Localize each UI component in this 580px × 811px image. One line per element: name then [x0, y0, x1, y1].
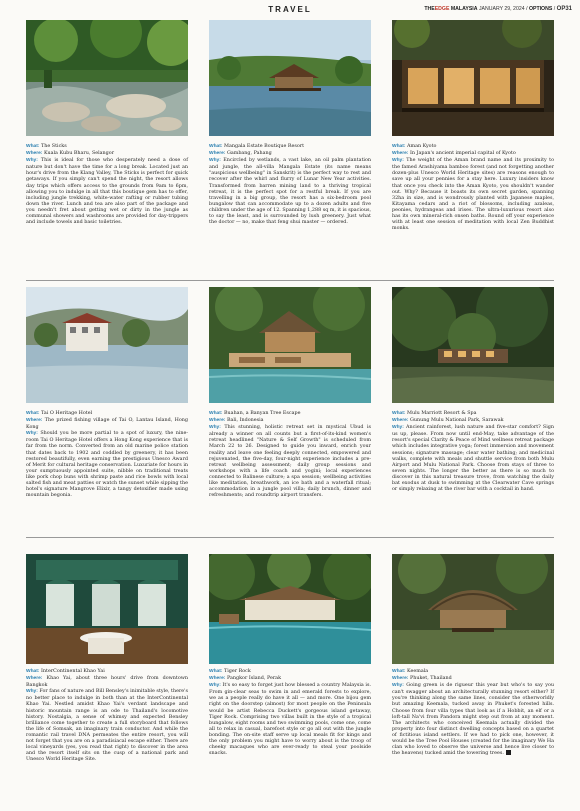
page-header: [0, 0, 580, 20]
issue-date: JANUARY 29, 2024: [478, 6, 525, 12]
photo-buahan-banyan-tree: [209, 287, 371, 403]
masthead: THEEDGE MALAYSIA JANUARY 29, 2024 / OPTIONS / OP31: [424, 6, 572, 12]
listing-location: Phuket, Thailand: [409, 675, 452, 682]
listing-name: Aman Kyoto: [407, 143, 437, 149]
listing-location: Pangkor Island, Perak: [226, 675, 282, 682]
photo-mangala-estate: [209, 20, 371, 136]
listing-description: Encircled by wetlands, a vast lake, an oil palm plantation and jungle, the all-villa Mangala Estate (its name means "auspicious wellbeing" in Sanskrit) is the perfect way to rest and recover after the whirl and flurry of Lunar New Year activities. Transformed from barren mining land to a thriving tropical retreat, it is the perfect spot for a restful break. If you are travelling in a big group, the resort has a six-bedroom pool bungalow that can accommodate up to a dozen adults and five children under the age of 12. Spanning 1,288 sq m, it is spacious, to say the least, and is surrounded by lush greenery. Just what the doctor — no, make that feng shui master — ordered.: [209, 157, 371, 226]
photo-keemala: [392, 554, 554, 664]
brand-logo: THEEDGE MALAYSIA: [424, 6, 478, 12]
what-label: What:: [392, 669, 406, 674]
what-label: What:: [392, 144, 406, 149]
what-label: What:: [26, 669, 40, 674]
where-label: Where:: [209, 418, 226, 424]
listing-text: [209, 143, 371, 225]
where-label: Where:: [26, 418, 43, 424]
where-label: Where:: [392, 418, 409, 424]
listing-description: The weight of the Aman brand name and its proximity to the famed Arashiyama bamboo forest (and not forgetting another dozen-plus Unesco World Heritage sites) are reasons enough to save up all your pennies for a stay here. Luxury insiders know that once you check into the Aman Kyoto, you shouldn't wander out. Why? Because it boasts its own secret garden, spanning 32ha in size, and is wondrously planted with Japanese maples, Kitayama cedars and a riot of blossoms, including azaleas, peonies, hydrangeas and irises. The ultra-luxurious resort also has its own mineral-rich onsen baths. Round off your experience with at least one session of meditation with local Zen Buddhist monks.: [392, 157, 554, 232]
what-label: What:: [209, 669, 223, 674]
listing-text: [392, 668, 554, 756]
listing-text: [26, 668, 188, 762]
photo-intercontinental-khao-yai: [26, 554, 188, 664]
listing-text: [392, 410, 554, 492]
row-divider: [26, 280, 554, 281]
what-label: What:: [26, 144, 40, 149]
listing-name: Mulu Marriott Resort & Spa: [407, 410, 477, 416]
listing-name: Tiger Rock: [224, 668, 251, 674]
what-label: What:: [392, 411, 406, 416]
listing-description: This is ideal for those who desperately need a dose of nature but don't have the time for a long break. Located just an hour's drive from the Klang Valley, The Sticks is perfect for quick getaways. If you simply can't spend the night, the resort allows day trips which offers access to the grounds from 9am to 6pm, allowing you to indulge in all that this boutique gem has to offer, including jungle trekking, white-water rafting or rubber tubing down the river. Lunch and tea are also part of the package and you needn't fret about getting wet or dirty in the jungle as communal showers and washrooms are provided for day-trippers and include towels and basic toiletries.: [26, 157, 189, 226]
where-label: Where:: [209, 151, 226, 157]
photo-mulu-marriott: [392, 287, 554, 403]
listing-text: [26, 143, 188, 225]
listing-location: Bali, Indonesia: [226, 417, 264, 424]
why-label: Why:: [26, 158, 38, 164]
where-label: Where:: [209, 676, 226, 682]
why-label: Why:: [392, 683, 404, 689]
listing-description: It's so easy to forget just how blessed a country Malaysia is. From gin-clear seas to swim in and emerald forests to explore, we as a people really do have it all — and more. One bijou gem right on the doorstep (almost) for most people on the Peninsula would be artist Rebecca Duckett's gorgeous island getaway, Tiger Rock. Comprising two villas built in the style of a tropical bungalow, eight rooms and two swimming pools, come one, come all to relax in casual, barefoot style or go all out with the jungle bonding. The on-site staff serve up local meals fit for kings and the only problem you might have to worry about is the troop of cheeky macaques who are ever-ready to steal your poolside snacks.: [209, 682, 371, 757]
listing-location: Gunung Mulu National Park, Sarawak: [409, 417, 504, 424]
what-label: What:: [26, 411, 40, 416]
photo-aman-kyoto: [392, 20, 554, 136]
listing-text: [209, 668, 371, 756]
listing-name: Tai O Heritage Hotel: [41, 410, 93, 416]
listing-location: Gambang, Pahang: [226, 150, 272, 157]
listing-description: Going green is de rigueur this year but who's to say you can't swagger about an architecturally stunning resort either? If you're thinking along the same lines, consider the otherworldly but amazing Keemala, tucked away in Phuket's forested hills. Choose from four villa types that look as if a Hobbit, an elf or a loft-tall Na'vi from Pandora might step out from at any moment. The architects who conceived Keemala actually divided the property into four distinct dwelling concepts based on a quartet of fictitious island settlers. If we had to pick one, however, it would be the Tree Pool Houses (created for the imaginary We Ha clan who loved to observe the universe and hence live closer to the heavens) tucked amid the towering trees.: [392, 682, 555, 757]
listing-location: Khao Yai, about three hours' drive from downtown Bangkok: [26, 675, 189, 689]
listing-text: [392, 143, 554, 231]
why-label: Why:: [392, 158, 404, 164]
end-of-article-mark: [506, 750, 511, 755]
listing-name: Keemala: [407, 668, 429, 674]
photo-tai-o-heritage-hotel: [26, 287, 188, 403]
listing-name: Buahan, a Banyan Tree Escape: [224, 410, 301, 416]
where-label: Where:: [392, 151, 409, 157]
section-label: OPTIONS: [528, 6, 553, 12]
photo-the-sticks: [26, 20, 188, 136]
listing-location: Kuala Kubu Bharu, Selangor: [43, 150, 115, 157]
where-label: Where:: [26, 151, 43, 157]
what-label: What:: [209, 144, 223, 149]
page-number: OP31: [556, 6, 572, 12]
listing-location: In Japan's ancient imperial capital of Kyoto: [409, 150, 516, 157]
why-label: Why:: [209, 425, 221, 431]
what-label: What:: [209, 411, 223, 416]
why-label: Why:: [209, 158, 221, 164]
listing-description: For fans of nature and Bill Bensley's inimitable style, there's no better place to indulge in both than at the InterContinental Khao Yai. Nestled amidst Khao Yai's verdant landscape and historic mountain range is an ode to Thailand's locomotive history. Nostalgia, a sense of whimsy and expected Bensley brilliance come together to create a full storyboard that follows the life of Somsak, an imaginary train conductor. And while the romantic rail travel DNA permeates the entire resort, you will not forget that you are on a paradisiacal escape either. There are local vineyards (yes, you read that right) to discover in the area and the resort itself sits on the cusp of a national park and Unesco World Heritage Site.: [26, 688, 188, 763]
why-label: Why:: [209, 683, 221, 689]
listing-name: InterContinental Khao Yai: [41, 668, 105, 674]
listing-description: Ancient rainforest, lush nature and five-star comfort? Sign us up, please. From now until end-May, take advantage of the resort's special Clarity & Peace of Mind wellness retreat package which includes integrative yoga; forest immersion and movement sessions; signature massage; clear water bathing; and medicinal walks, complete with meals and shuttle service from both Mulu Airport and Mulu National Park. Choose from stays of three to seven nights. The longer the better as there is so much to discover in this natural treasure trove, from watching the daily bat exodus at dusk to swimming at the Clearwater Cave springs or simply relaxing at the river bar with a cocktail in hand.: [392, 424, 554, 493]
listing-text: [209, 410, 371, 498]
listing-text: [26, 410, 188, 498]
why-label: Why:: [26, 431, 38, 437]
where-label: Where:: [392, 676, 409, 682]
listing-name: The Sticks: [41, 143, 67, 149]
row-divider: [26, 537, 554, 538]
listing-name: Mangala Estate Boutique Resort: [224, 143, 305, 149]
section-title: TRAVEL: [268, 5, 312, 14]
listing-location: The prized fishing village of Tai O, Lantau Island, Hong Kong: [26, 417, 188, 431]
why-label: Why:: [392, 425, 404, 431]
where-label: Where:: [26, 676, 43, 682]
photo-tiger-rock: [209, 554, 371, 664]
listing-description: This stunning, holistic retreat set in mystical Ubud is already a winner on all counts but a first-of-its-kind women's retreat headlined "Nature & Self Growth" is scheduled from March 22 to 26. Designed to guide you inward, enrich your reality and leave one feeling deeply connected, empowered and rejuvenated, the five-day, four-night experience includes a pre-retreat wellbeing assessment; daily group sessions and workshops with a life coach and yogini; local experiences connected to Balinese culture; a spa session; wellbeing activities like meditation, breathwork, an ice bath and a waterfall ritual; accommodation in a jungle pool villa; daily brunch, dinner and refreshments; and roundtrip airport transfers.: [209, 424, 371, 499]
why-label: Why:: [26, 689, 38, 695]
listing-description: Should you be more partial to a spot of luxury, the nine-room Tai O Heritage Hotel offers a Hong Kong experience that is far from the norm. Converted from an old marine police station that dates back to 1902 and coddled by greenery, it has been restored beautifully, even earning the prestigious Unesco Award of Merit for cultural heritage conservation. Luxuriate for hours in your sumptuously appointed suite, nibble on traditional treats like pork chop buns with shrimp paste and rice bowls with local salted fish and meat patties or watch the sunset while sipping the hotel's signature Mangrove Elixir, a tangy detoxifier made using mountain begonia.: [26, 430, 188, 499]
